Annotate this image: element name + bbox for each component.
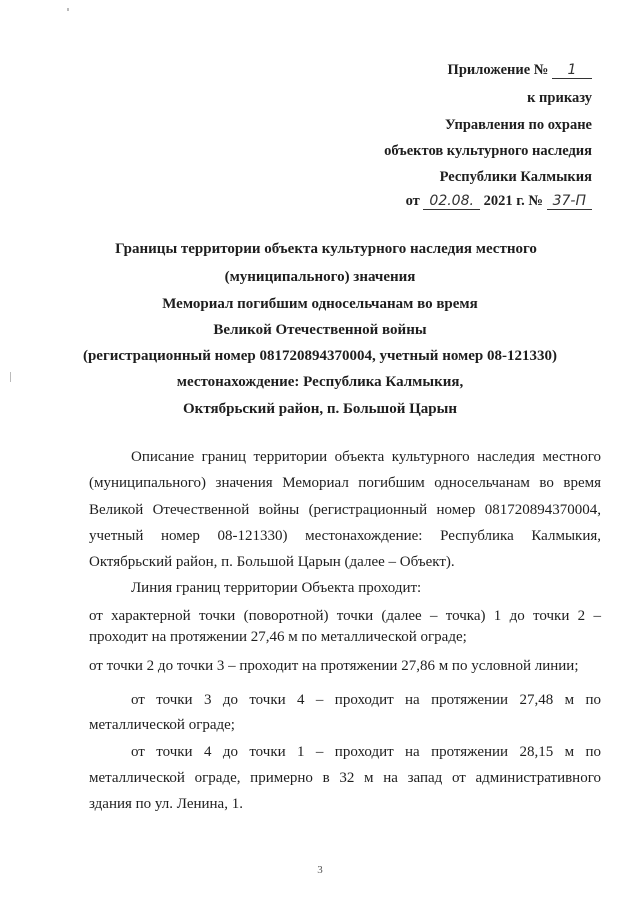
objects-line: объектов культурного наследия	[384, 143, 592, 159]
order-line: к приказу	[527, 90, 592, 106]
appendix-prefix: Приложение №	[447, 62, 549, 78]
appendix-number: 1	[552, 63, 592, 79]
order-number: 37-П	[547, 194, 592, 210]
title-line-2: (муниципального) значения	[224, 269, 416, 285]
paragraph-1-line-5: Октябрьский район, п. Большой Царын (далее – Объект).	[89, 554, 455, 570]
title-line-1: Границы территории объекта культурного наследия местного	[115, 241, 537, 257]
date-value: 02.08.	[423, 194, 480, 210]
scan-mark	[67, 8, 69, 11]
title-line-7: Октябрьский район, п. Большой Царын	[183, 401, 457, 417]
paragraph-6-line-2: металлической ограде, примерно в 32 м на запад от административного	[89, 770, 601, 786]
paragraph-1-line-2: (муниципального) значения Мемориал погибшим односельчанам во время	[89, 475, 601, 491]
paragraph-5-line-2: металлической ограде;	[89, 717, 235, 733]
title-line-6: местонахождение: Республика Калмыкия,	[176, 374, 464, 390]
paragraph-6-line-3: здания по ул. Ленина, 1.	[89, 796, 243, 812]
paragraph-3-line-1: от характерной точки (поворотной) точки (далее – точка) 1 до точки 2 –	[89, 608, 601, 624]
appendix-line	[448, 62, 592, 79]
paragraph-2: Линия границ территории Объекта проходит:	[131, 580, 422, 596]
paragraph-1-line-1: Описание границ территории объекта культурного наследия местного	[131, 449, 601, 465]
paragraph-1-line-4: учетный номер 08-121330) местонахождение: Республика Калмыкия,	[89, 528, 601, 544]
department-line: Управления по охране	[445, 117, 592, 133]
page-number: 3	[317, 864, 323, 876]
paragraph-4: от точки 2 до точки 3 – проходит на протяжении 27,86 м по условной линии;	[89, 658, 579, 674]
date-line	[406, 193, 592, 210]
paragraph-1-line-3: Великой Отечественной войны (регистрационный номер 081720894370004,	[89, 502, 601, 518]
date-prefix: от	[405, 193, 420, 209]
title-line-5: (регистрационный номер 081720894370004, учетный номер 08-121330)	[82, 348, 558, 364]
paragraph-6-line-1: от точки 4 до точки 1 – проходит на протяжении 28,15 м по	[131, 744, 601, 760]
paragraph-3-line-2: проходит на протяжении 27,46 м по металлической ограде;	[89, 629, 467, 645]
year-text: 2021 г. №	[483, 193, 543, 209]
title-line-4: Великой Отечественной войны	[213, 322, 427, 338]
title-line-3: Мемориал погибшим односельчанам во время	[162, 296, 478, 312]
republic-line: Республики Калмыкия	[439, 169, 592, 185]
paragraph-5-line-1: от точки 3 до точки 4 – проходит на протяжении 27,48 м по	[131, 692, 601, 708]
